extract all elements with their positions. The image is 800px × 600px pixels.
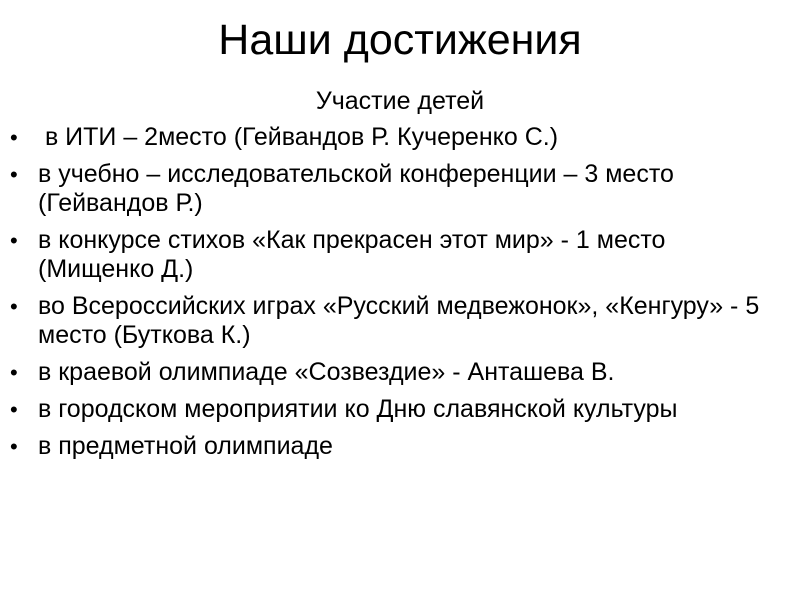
list-item bbox=[10, 358, 770, 387]
list-item-text: в предметной олимпиаде bbox=[38, 432, 333, 460]
bullet-icon: • bbox=[10, 228, 18, 253]
bullet-icon: • bbox=[10, 397, 18, 422]
bullet-icon: • bbox=[10, 125, 18, 150]
list-item bbox=[10, 226, 770, 284]
list-item-text: в конкурсе стихов «Как прекрасен этот мир» - 1 место (Мищенко Д.) bbox=[38, 226, 666, 283]
list-item bbox=[10, 123, 770, 152]
achievements-list bbox=[10, 123, 770, 469]
list-item-text: во Всероссийских играх «Русский медвежонок», «Кенгуру» - 5 место (Буткова К.) bbox=[38, 292, 760, 349]
list-item-text: в краевой олимпиаде «Созвездие» - Анташева В. bbox=[38, 358, 615, 386]
bullet-icon: • bbox=[10, 434, 18, 459]
list-item bbox=[10, 432, 770, 461]
list-item-text: в ИТИ – 2место (Гейвандов Р. Кучеренко С.) bbox=[38, 123, 559, 151]
list-item-text: в учебно – исследовательской конференции – 3 место (Гейвандов Р.) bbox=[38, 160, 674, 217]
list-item bbox=[10, 160, 770, 218]
list-item bbox=[10, 395, 770, 424]
slide-title: Наши достижения bbox=[218, 16, 582, 64]
list-item-text: в городском мероприятии ко Дню славянской культуры bbox=[38, 395, 678, 423]
bullet-icon: • bbox=[10, 294, 18, 319]
bullet-icon: • bbox=[10, 162, 18, 187]
list-item bbox=[10, 292, 770, 350]
slide-subtitle: Участие детей bbox=[315, 87, 485, 115]
bullet-icon: • bbox=[10, 360, 18, 385]
